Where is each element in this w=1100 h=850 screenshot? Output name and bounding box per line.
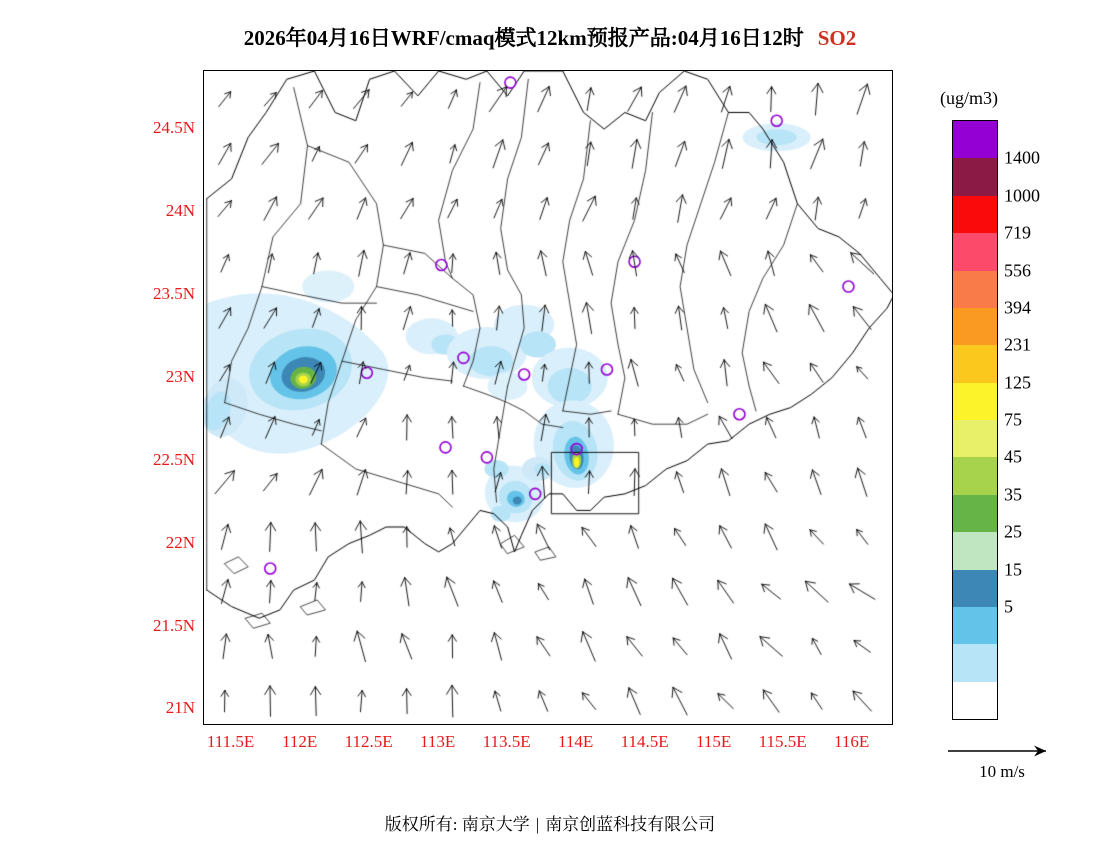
colorbar-segment bbox=[953, 271, 997, 308]
colorbar-segment bbox=[953, 121, 997, 158]
footer-left: 版权所有: 南京大学 bbox=[384, 815, 530, 834]
colorbar-segment bbox=[953, 420, 997, 457]
y-tick-label: 23.5N bbox=[152, 283, 195, 303]
colorbar-segment bbox=[953, 644, 997, 681]
y-tick-label: 23N bbox=[165, 366, 195, 386]
colorbar-segment bbox=[953, 457, 997, 494]
map-plot-area bbox=[203, 70, 893, 725]
x-tick-label: 111.5E bbox=[206, 732, 255, 751]
colorbar-tick: 15 bbox=[1004, 559, 1022, 579]
y-tick-label: 24.5N bbox=[152, 118, 195, 138]
x-tick-label: 113E bbox=[419, 732, 456, 751]
x-tick-label: 114.5E bbox=[620, 732, 669, 751]
colorbar-tick: 719 bbox=[1004, 222, 1031, 243]
wind-scale-label: 10 m/s bbox=[979, 762, 1025, 781]
x-tick-label: 112E bbox=[281, 732, 318, 751]
wind-scale-legend bbox=[942, 740, 1062, 782]
x-tick-label: 113.5E bbox=[482, 732, 531, 751]
colorbar-units: (ug/m3) bbox=[940, 88, 998, 108]
y-tick-label: 21.5N bbox=[152, 615, 195, 635]
colorbar-tick: 35 bbox=[1004, 484, 1022, 505]
colorbar-segment bbox=[953, 345, 997, 382]
colorbar-tick: 231 bbox=[1004, 334, 1031, 355]
colorbar-segment bbox=[953, 158, 997, 195]
footer bbox=[0, 810, 1100, 835]
colorbar-tick: 25 bbox=[1004, 521, 1022, 542]
colorbar-tick: 1400 bbox=[1004, 147, 1040, 168]
colorbar-segment bbox=[953, 308, 997, 345]
y-tick-label: 24N bbox=[165, 200, 195, 220]
colorbar-tick: 75 bbox=[1004, 409, 1022, 430]
page-title bbox=[0, 22, 1100, 52]
colorbar bbox=[952, 120, 998, 720]
wind-arrow-icon bbox=[942, 740, 1062, 762]
colorbar-segment bbox=[953, 607, 997, 644]
x-tick-label: 112.5E bbox=[344, 732, 393, 751]
x-tick-label: 115.5E bbox=[758, 732, 807, 751]
colorbar-segment bbox=[953, 682, 997, 719]
map-canvas bbox=[204, 71, 893, 725]
x-tick-label: 115E bbox=[695, 732, 732, 751]
colorbar-tick: 125 bbox=[1004, 372, 1031, 393]
y-tick-label: 22N bbox=[165, 532, 195, 552]
colorbar-segment bbox=[953, 570, 997, 607]
title-text: 2026年04月16日WRF/cmaq模式12km预报产品:04月16日12时 bbox=[243, 26, 804, 50]
colorbar-segment bbox=[953, 233, 997, 270]
colorbar-segment bbox=[953, 495, 997, 532]
x-tick-label: 116E bbox=[833, 732, 870, 751]
title-species: SO2 bbox=[817, 26, 857, 50]
colorbar-tick: 5 bbox=[1004, 596, 1013, 617]
y-tick-label: 22.5N bbox=[152, 449, 195, 469]
colorbar-tick: 1000 bbox=[1004, 185, 1040, 206]
x-tick-label: 114E bbox=[557, 732, 594, 751]
colorbar-tick: 394 bbox=[1004, 297, 1031, 318]
footer-separator: | bbox=[535, 815, 540, 834]
colorbar-segment bbox=[953, 383, 997, 420]
colorbar-segment bbox=[953, 532, 997, 569]
colorbar-segment bbox=[953, 196, 997, 233]
y-tick-label: 21N bbox=[165, 698, 195, 718]
footer-right: 南京创蓝科技有限公司 bbox=[545, 815, 716, 834]
colorbar-tick: 45 bbox=[1004, 446, 1022, 467]
colorbar-tick: 556 bbox=[1004, 260, 1031, 280]
